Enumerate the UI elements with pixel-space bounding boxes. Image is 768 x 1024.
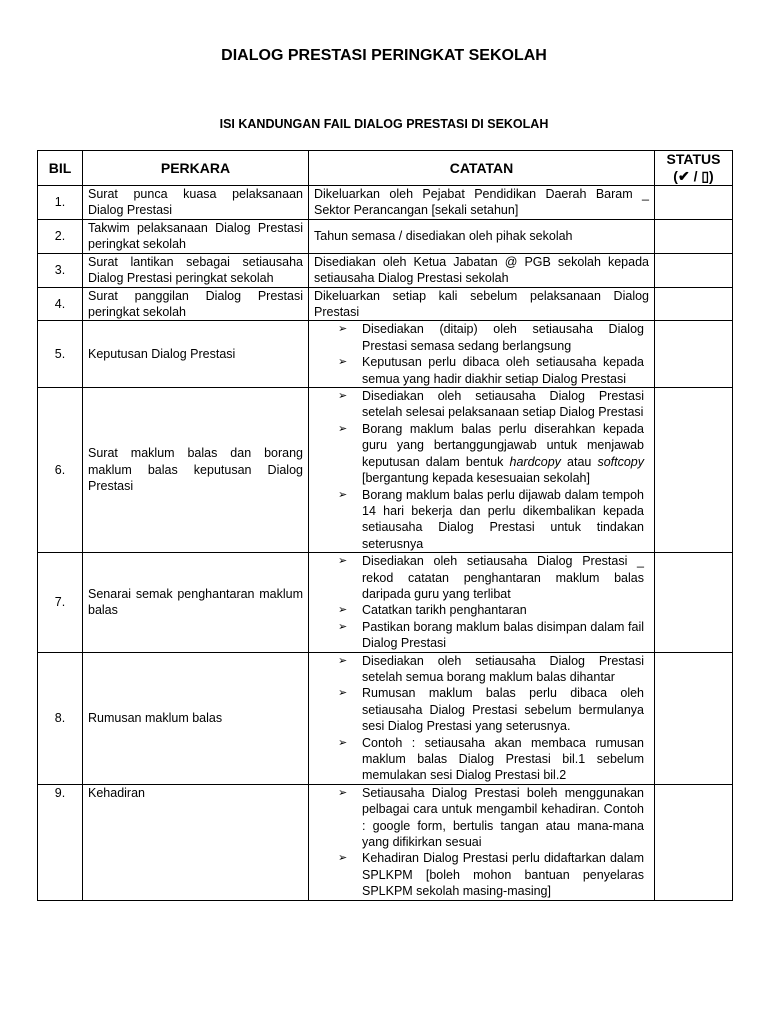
- row-perkara: Surat panggilan Dialog Prestasi peringkat sekolah: [83, 287, 309, 321]
- table-row: [38, 652, 733, 784]
- row-perkara: Surat lantikan sebagai setiausaha Dialog Prestasi peringkat sekolah: [83, 253, 309, 287]
- status-cell[interactable]: [655, 186, 733, 220]
- status-cell[interactable]: [655, 553, 733, 652]
- notes-list: [314, 785, 649, 900]
- row-perkara: Senarai semak penghantaran maklum balas: [83, 553, 309, 652]
- header-catatan: CATATAN: [309, 151, 655, 186]
- header-status-label: STATUS: [666, 151, 721, 167]
- row-bil: 2.: [38, 219, 83, 253]
- note-text: Disediakan oleh setiausaha Dialog Prestasi setelah selesai pelaksanaan setiap Dialog Prestasi: [362, 389, 644, 420]
- row-bil: 3.: [38, 253, 83, 287]
- note-item: [314, 602, 644, 618]
- table-row: [38, 287, 733, 321]
- document-title: DIALOG PRESTASI PERINGKAT SEKOLAH: [221, 47, 547, 64]
- notes-list: [314, 388, 649, 552]
- note-italic-softcopy: softcopy: [597, 454, 644, 469]
- row-catatan: [309, 652, 655, 784]
- row-catatan: [309, 553, 655, 652]
- catatan-text: Dikeluarkan setiap kali sebelum pelaksanaan Dialog Prestasi: [314, 288, 649, 320]
- row-catatan: [309, 784, 655, 900]
- status-cell[interactable]: [655, 784, 733, 900]
- note-item: [314, 653, 644, 686]
- row-catatan: [309, 186, 655, 220]
- arrow-bullet-icon: ➢: [338, 488, 348, 501]
- header-perkara: PERKARA: [83, 151, 309, 186]
- note-item: [314, 785, 644, 851]
- row-bil: 4.: [38, 287, 83, 321]
- row-bil: 6.: [38, 388, 83, 553]
- row-bil: 5.: [38, 321, 83, 388]
- note-item: [314, 321, 644, 354]
- row-catatan: [309, 253, 655, 287]
- note-item: [314, 619, 644, 652]
- table-row: [38, 219, 733, 253]
- catatan-text: Tahun semasa / disediakan oleh pihak sekolah: [314, 229, 573, 244]
- row-perkara: Kehadiran: [83, 784, 309, 900]
- header-status: [655, 151, 733, 186]
- row-bil: 9.: [38, 784, 83, 900]
- note-item: [314, 553, 644, 602]
- notes-list: [314, 321, 649, 387]
- table-row: [38, 321, 733, 388]
- status-cell[interactable]: [655, 287, 733, 321]
- note-text: Disediakan oleh setiausaha Dialog Prestasi setelah semua borang maklum balas dihantar: [362, 653, 644, 684]
- row-perkara: Takwim pelaksanaan Dialog Prestasi peringkat sekolah: [83, 219, 309, 253]
- row-bil: 7.: [38, 553, 83, 652]
- notes-list: [314, 553, 649, 651]
- row-catatan: [309, 321, 655, 388]
- catatan-text: Dikeluarkan oleh Pejabat Pendidikan Daerah Baram _ Sektor Perancangan [sekali setahun]: [314, 187, 649, 218]
- arrow-bullet-icon: ➢: [338, 323, 348, 336]
- note-text: Contoh : setiausaha akan membaca rumusan maklum balas Dialog Prestasi bil.1 sebelum memulakan sesi Dialog Prestasi bil.2: [362, 735, 644, 783]
- note-item: [314, 388, 644, 421]
- row-catatan: [309, 219, 655, 253]
- note-item: [314, 850, 644, 899]
- table-row: [38, 186, 733, 220]
- row-catatan: [309, 287, 655, 321]
- table-row: [38, 253, 733, 287]
- catatan-text: Disediakan oleh Ketua Jabatan @ PGB sekolah kepada setiausaha Dialog Prestasi sekolah: [314, 254, 649, 286]
- arrow-bullet-icon: ➢: [338, 687, 348, 700]
- content-table: [37, 150, 733, 901]
- note-text: Disediakan oleh setiausaha Dialog Prestasi _ rekod catatan penghantaran maklum balas daripada guru yang terlibat: [362, 554, 644, 601]
- note-text-end: [bergantung kepada kesesuaian sekolah]: [362, 471, 590, 486]
- arrow-bullet-icon: ➢: [338, 654, 348, 667]
- header-status-symbols: (✔ / ▯): [673, 168, 714, 184]
- note-italic-hardcopy: hardcopy: [509, 454, 561, 469]
- note-text: Kehadiran Dialog Prestasi perlu didaftarkan dalam SPLKPM [boleh mohon bantuan penyelaras SPLKPM sekolah masing-masing]: [362, 851, 644, 899]
- status-cell[interactable]: [655, 388, 733, 553]
- note-item: [314, 685, 644, 734]
- header-bil: BIL: [38, 151, 83, 186]
- status-cell[interactable]: [655, 219, 733, 253]
- arrow-bullet-icon: ➢: [338, 604, 348, 617]
- note-text: Catatkan tarikh penghantaran: [362, 603, 527, 618]
- note-text-mid: atau: [560, 454, 598, 469]
- arrow-bullet-icon: ➢: [338, 356, 348, 369]
- note-text: Keputusan perlu dibaca oleh setiausaha kepada semua yang hadir diakhir setiap Dialog Prestasi: [362, 355, 644, 386]
- row-perkara: Surat punca kuasa pelaksanaan Dialog Prestasi: [83, 186, 309, 220]
- arrow-bullet-icon: ➢: [338, 852, 348, 865]
- table-row: [38, 553, 733, 652]
- status-cell[interactable]: [655, 321, 733, 388]
- row-perkara: Keputusan Dialog Prestasi: [83, 321, 309, 388]
- status-cell[interactable]: [655, 652, 733, 784]
- note-text: Borang maklum balas perlu diserahkan kepada guru yang bertanggungjawab untuk menjawab keputusan dalam bentuk: [362, 421, 644, 469]
- arrow-bullet-icon: ➢: [338, 390, 348, 403]
- status-cell[interactable]: [655, 253, 733, 287]
- table-row: [38, 388, 733, 553]
- row-perkara: Surat maklum balas dan borang maklum balas keputusan Dialog Prestasi: [83, 388, 309, 553]
- arrow-bullet-icon: ➢: [338, 555, 348, 568]
- row-bil: 1.: [38, 186, 83, 220]
- note-item: [314, 421, 644, 487]
- arrow-bullet-icon: ➢: [338, 620, 348, 633]
- row-catatan: [309, 388, 655, 553]
- note-item: [314, 487, 644, 553]
- note-text: Borang maklum balas perlu dijawab dalam tempoh 14 hari bekerja dan perlu dikembalikan kepada setiausaha Dialog Prestasi untuk tindakan seterusnya: [362, 487, 644, 551]
- row-perkara: Rumusan maklum balas: [83, 652, 309, 784]
- note-text: Pastikan borang maklum balas disimpan dalam fail Dialog Prestasi: [362, 619, 644, 651]
- notes-list: [314, 653, 649, 784]
- arrow-bullet-icon: ➢: [338, 422, 348, 435]
- note-text: Rumusan maklum balas perlu dibaca oleh setiausaha Dialog Prestasi sebelum bermulanya sesi Dialog Prestasi yang seterusnya.: [362, 686, 644, 734]
- note-item: [314, 735, 644, 784]
- table-row: [38, 784, 733, 900]
- arrow-bullet-icon: ➢: [338, 736, 348, 749]
- row-bil: 8.: [38, 652, 83, 784]
- note-text: Disediakan (ditaip) oleh setiausaha Dialog Prestasi semasa sedang berlangsung: [362, 322, 644, 353]
- arrow-bullet-icon: ➢: [338, 786, 348, 799]
- document-subtitle: ISI KANDUNGAN FAIL DIALOG PRESTASI DI SEKOLAH: [219, 117, 549, 131]
- table-header-row: [38, 151, 733, 186]
- note-item: [314, 354, 644, 387]
- note-text: Setiausaha Dialog Prestasi boleh menggunakan pelbagai cara untuk mengambil kehadiran. Contoh : google form, bertulis tangan atau mana-mana yang difikirkan sesuai: [362, 785, 644, 850]
